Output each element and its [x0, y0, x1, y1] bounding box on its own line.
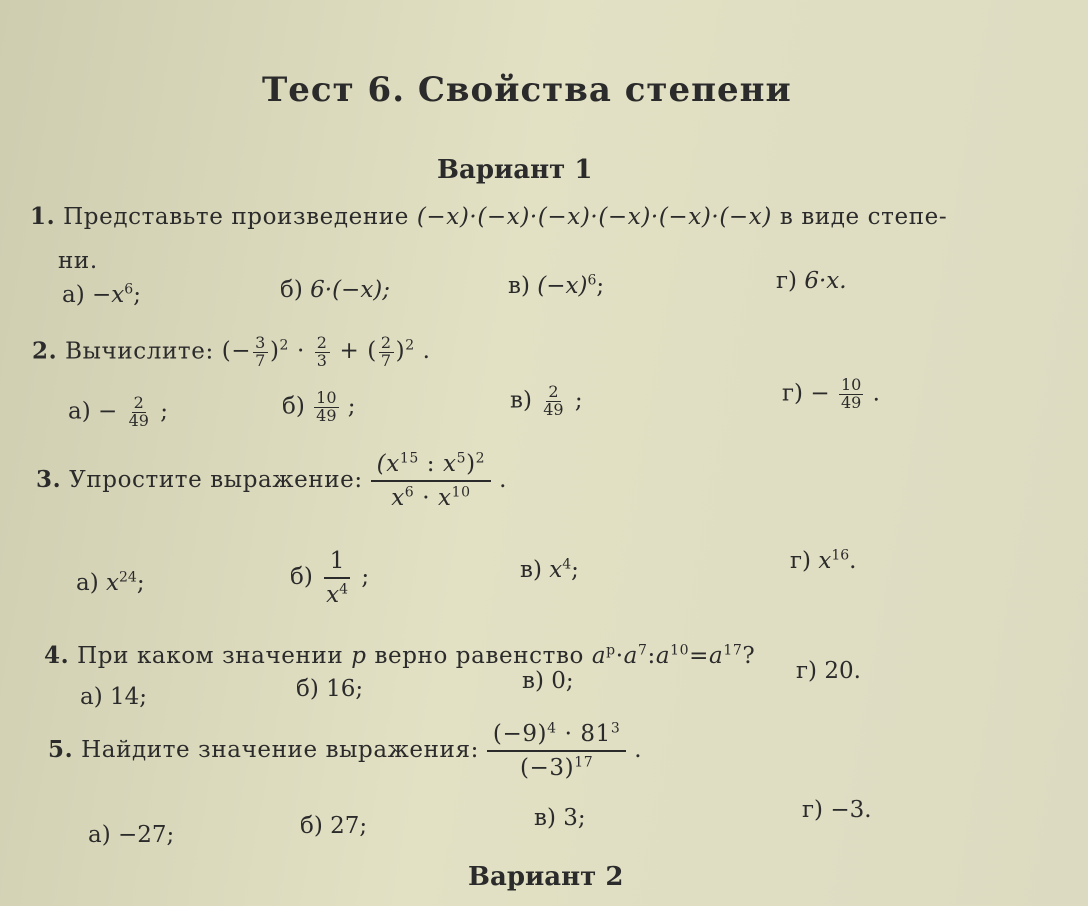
expression: (− $\frac{3}{7}$ )$^2$ · $\frac{2}{3}$ + ( $\frac{2}{7}$ )$^2$ .: [221, 333, 431, 370]
question-number: 2.: [32, 337, 58, 365]
answer-a: а) $x^{24}$;: [76, 569, 145, 596]
variable: p: [351, 643, 367, 669]
question-4: [44, 642, 755, 669]
question-number: 3.: [36, 466, 62, 494]
answer-d: [776, 268, 847, 294]
answer-label: г): [776, 268, 798, 294]
question-text: Представьте произведение: [63, 204, 409, 230]
answer-value: 14;: [110, 684, 148, 710]
question-1-continuation: ни.: [58, 248, 98, 274]
equation: $a^p\cdot a^7:a^{10}=a^{17}$?: [591, 642, 756, 669]
question-text-continued: верно равенство: [374, 643, 584, 669]
expression-fraction: $\frac{(-9)^4 \cdot 81^3}{(-3)^{17}}$: [487, 718, 627, 784]
base: (−x): [537, 273, 588, 299]
exponent: 6: [587, 272, 597, 289]
answer-d: г) $x^{16}$.: [790, 547, 857, 574]
answer-a: а) − $\frac{2}{49}$ ;: [68, 393, 169, 430]
question-1: [30, 203, 947, 230]
fraction: $\frac{3}{7}$: [255, 333, 266, 370]
exponent: 6: [124, 281, 134, 298]
fraction: $\frac{1}{x^4}$: [320, 545, 354, 611]
expression-fraction: $\frac{(x^{15} : x^5)^2}{x^6 \cdot x^{10}}$: [371, 448, 492, 514]
answer-c: в) $\frac{2}{49}$ ;: [510, 382, 583, 419]
question-text: Упростите выражение:: [69, 467, 363, 494]
answer-a: [88, 822, 174, 848]
answer-label: г): [782, 380, 804, 407]
question-number: 1.: [30, 203, 56, 230]
answer-value: 6·x.: [804, 268, 847, 294]
page-title: Тест 6. Свойства степени: [262, 70, 792, 110]
answer-a: [80, 684, 147, 710]
answer-value: −3.: [830, 797, 872, 823]
answer-value: 3;: [563, 805, 586, 831]
answer-value: 6·(−x);: [310, 277, 391, 303]
fraction: $\frac{2}{7}$: [380, 333, 392, 370]
answer-label: в): [510, 387, 532, 414]
answer-label: а): [80, 684, 103, 710]
answer-c: [522, 668, 574, 694]
answer-label: г): [790, 548, 812, 574]
answer-c: [534, 805, 586, 831]
answer-label: б): [300, 813, 323, 839]
answer-label: б): [280, 277, 303, 303]
answer-b: б) $\frac{10}{49}$ ;: [282, 388, 356, 425]
question-number: 4.: [44, 642, 70, 669]
answer-label: б): [296, 676, 319, 702]
fraction: $\frac{2}{49}$: [543, 382, 564, 419]
answer-label: в): [534, 805, 556, 831]
question-text: При каком значении: [77, 643, 344, 669]
separator: ;: [596, 273, 605, 299]
answer-label: в): [522, 668, 544, 694]
answer-c: [508, 273, 604, 299]
answer-value: −27;: [118, 822, 175, 848]
answer-label: а): [88, 822, 111, 848]
answer-value: 16;: [326, 676, 364, 702]
answer-c: в) $x^4$;: [520, 556, 579, 583]
answer-label: в): [508, 273, 530, 299]
expression: (−x)·(−x)·(−x)·(−x)·(−x)·(−x): [416, 204, 772, 230]
question-text: Найдите значение выражения:: [81, 737, 479, 764]
answer-label: б): [290, 564, 313, 591]
question-5: 5. Найдите значение выражения: $\frac{(-9)^4 \cdot 81^3}{(-3)^{17}}$ .: [48, 718, 642, 784]
answer-b: [300, 813, 367, 839]
fraction: $\frac{2}{49}$: [128, 393, 149, 430]
answer-a: [62, 282, 141, 308]
question-2: [32, 335, 431, 370]
variant-1-heading: Вариант 1: [437, 155, 593, 185]
answer-value: 20.: [824, 658, 861, 684]
answer-b: б) $\frac{1}{x^4}$ ;: [290, 545, 369, 611]
question-number: 5.: [48, 736, 74, 764]
separator: ;: [133, 282, 141, 308]
sign: −: [92, 282, 112, 308]
base: x: [111, 282, 125, 308]
answer-label: в): [520, 557, 542, 583]
question-text-continued: в виде степе-: [779, 204, 948, 230]
answer-label: г): [802, 797, 824, 823]
fraction: $\frac{10}{49}$: [840, 375, 862, 412]
answer-value: 0;: [551, 668, 574, 694]
answer-d: [802, 797, 872, 823]
fraction: $\frac{10}{49}$: [316, 388, 337, 425]
answer-label: б): [282, 393, 305, 420]
question-text: Вычислите:: [65, 338, 214, 365]
answer-label: г): [796, 658, 818, 684]
fraction: $\frac{2}{3}$: [316, 333, 328, 370]
answer-d: [796, 658, 861, 684]
answer-label: а): [68, 398, 91, 425]
variant-2-heading: Вариант 2: [468, 862, 624, 892]
answer-b: [296, 676, 363, 702]
answer-value: 27;: [330, 813, 368, 839]
answer-d: г) − $\frac{10}{49}$ .: [782, 375, 880, 412]
answer-label: а): [62, 282, 85, 308]
answer-label: а): [76, 570, 99, 596]
question-3: 3. Упростите выражение: $\frac{(x^{15} : x^5)^2}{x^6 \cdot x^{10}}$ .: [36, 448, 507, 514]
answer-b: [280, 277, 390, 303]
